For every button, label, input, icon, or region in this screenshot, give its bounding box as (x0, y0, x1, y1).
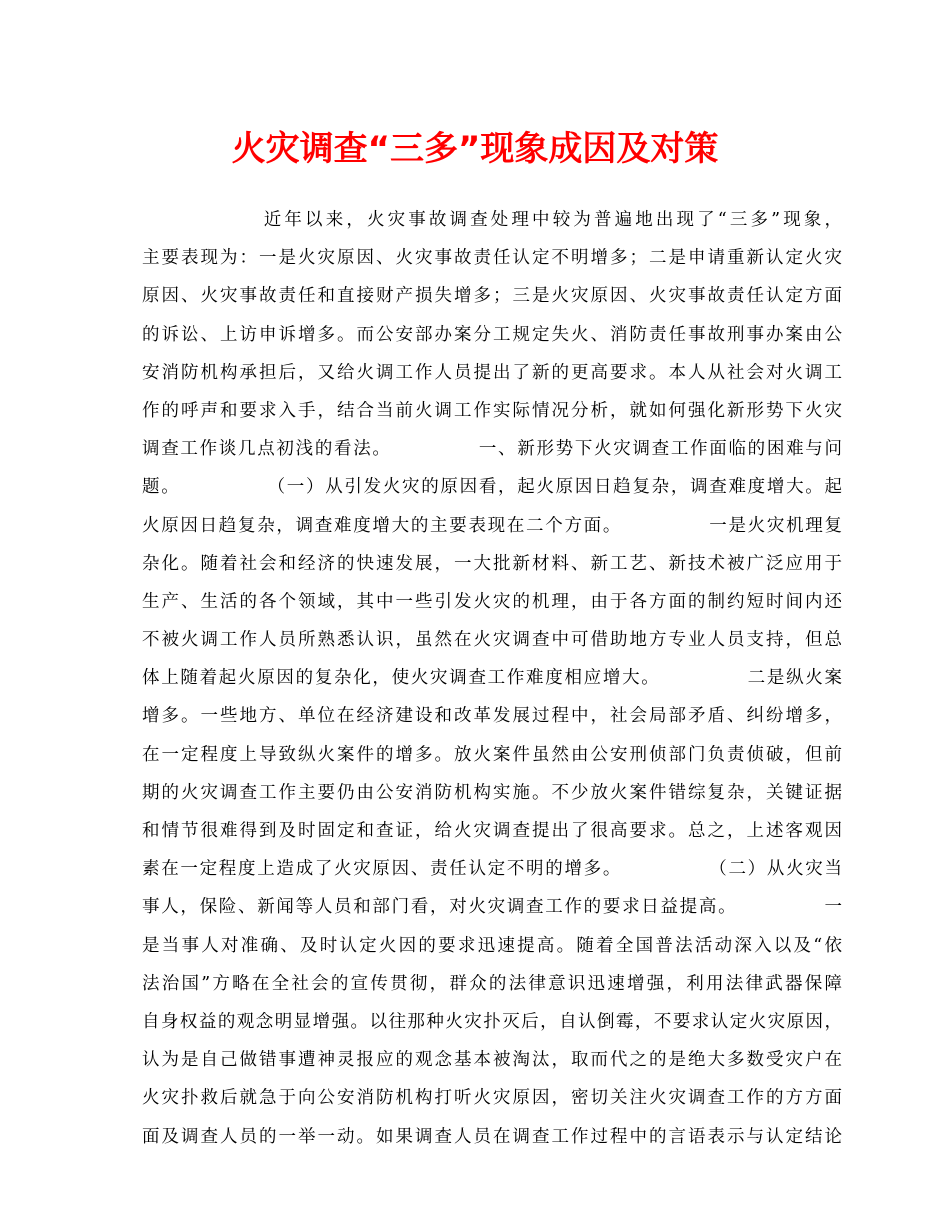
body-line: 面及调查人员的一举一动。如果调查人员在调查工作过程中的言语表示与认定结论 (142, 1126, 842, 1147)
body-line: 自身权益的观念明显增强。以往那种火灾扑灭后，自认倒霉，不要求认定火灾原因， (142, 1011, 842, 1032)
body-line: 和情节很难得到及时固定和查证，给火灾调查提出了很高要求。总之，上述客观因 (142, 821, 842, 841)
body-line: 体上随着起火原因的复杂化，使火灾调查工作难度相应增大。 二是纵火案 (142, 668, 842, 689)
body-line: 安消防机构承担后，又给火调工作人员提出了新的更高要求。本人从社会对火调工 (142, 362, 842, 383)
body-line: 事人，保险、新闻等人员和部门看，对火灾调查工作的要求日益提高。 一 (142, 897, 842, 918)
body-line: 题。 （一）从引发火灾的原因看，起火原因日趋复杂，调查难度增大。起 (142, 477, 842, 498)
body-line: 主要表现为：一是火灾原因、火灾事故责任认定不明增多；二是申请重新认定火灾 (142, 248, 842, 269)
body-line: 生产、生活的各个领域，其中一些引发火灾的机理，由于各方面的制约短时间内还 (142, 591, 842, 612)
body-line: 调查工作谈几点初浅的看法。 一、新形势下火灾调查工作面临的困难与问 (142, 439, 842, 460)
body-line: 原因、火灾事故责任和直接财产损失增多；三是火灾原因、火灾事故责任认定方面 (142, 286, 842, 307)
body-line: 火原因日趋复杂，调查难度增大的主要表现在二个方面。 一是火灾机理复 (142, 515, 842, 536)
document-title: 火灾调查“三多”现象成因及对策 (231, 129, 719, 169)
body-line: 是当事人对准确、及时认定火因的要求迅速提高。随着全国普法活动深入以及“依 (142, 935, 842, 956)
body-line: 杂化。随着社会和经济的快速发展，一大批新材料、新工艺、新技术被广泛应用于 (142, 553, 842, 574)
body-line: 法治国”方略在全社会的宣传贯彻，群众的法律意识迅速增强，利用法律武器保障 (142, 973, 842, 994)
body-line: 不被火调工作人员所熟悉认识，虽然在火灾调查中可借助地方专业人员支持，但总 (142, 630, 842, 651)
body-line: 近年以来，火灾事故调查处理中较为普遍地出现了“三多”现象， (142, 210, 842, 230)
body-line: 期的火灾调查工作主要仍由公安消防机构实施。不少放火案件错综复杂，关键证据 (142, 782, 842, 803)
body-line: 火灾扑救后就急于向公安消防机构打听火灾原因，密切关注火灾调查工作的方方面 (142, 1088, 842, 1109)
document-body (142, 201, 842, 1156)
body-line: 作的呼声和要求入手，结合当前火调工作实际情况分析，就如何强化新形势下火灾 (142, 400, 842, 421)
body-line: 素在一定程度上造成了火灾原因、责任认定不明的增多。 （二）从火灾当 (142, 859, 842, 880)
body-line: 认为是自己做错事遭神灵报应的观念基本被淘汰，取而代之的是绝大多数受灾户在 (142, 1050, 842, 1071)
body-line: 在一定程度上导致纵火案件的增多。放火案件虽然由公安刑侦部门负责侦破，但前 (142, 744, 842, 765)
body-line: 的诉讼、上访申诉增多。而公安部办案分工规定失火、消防责任事故刑事办案由公 (142, 324, 842, 345)
body-line: 增多。一些地方、单位在经济建设和改革发展过程中，社会局部矛盾、纠纷增多， (142, 706, 842, 727)
